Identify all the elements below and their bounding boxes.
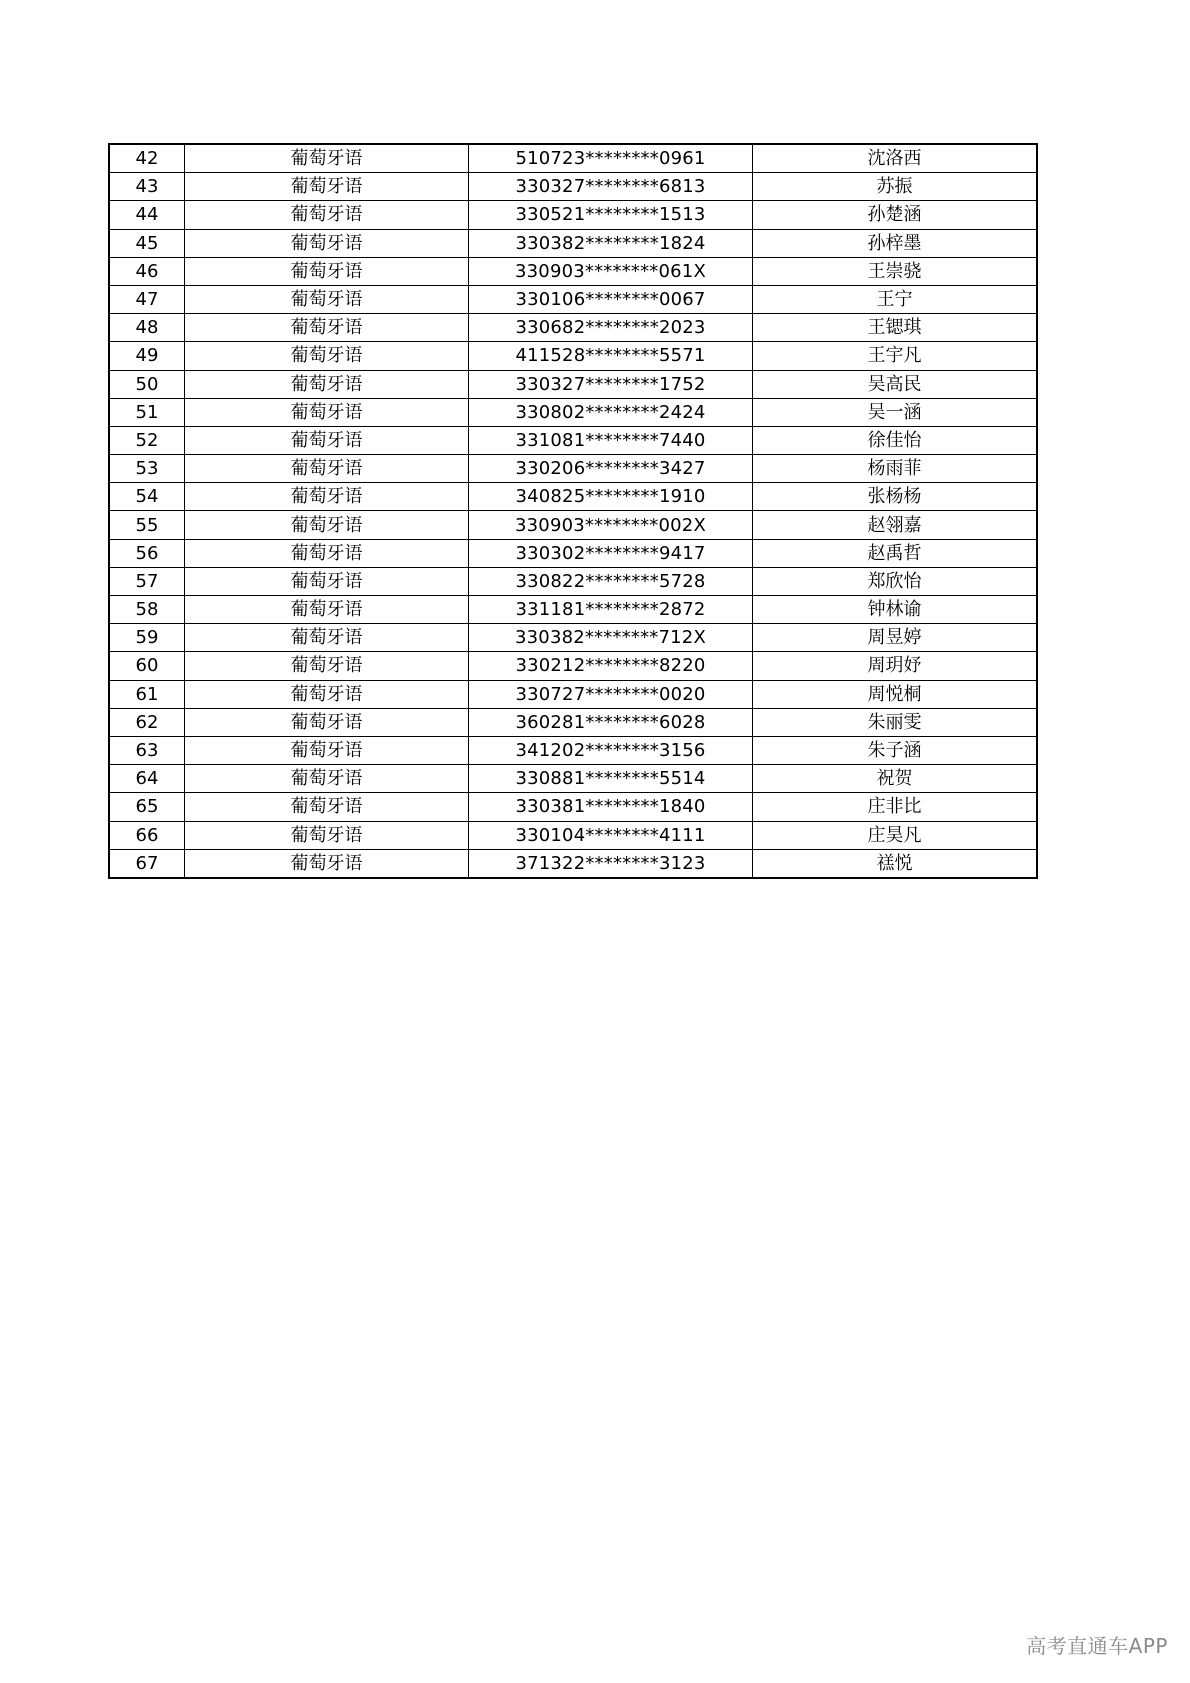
id-number-cell: 330106********0067 (469, 285, 753, 313)
table-row (109, 708, 1037, 736)
name-cell: 王崇骁 (753, 257, 1038, 285)
row-number-cell: 58 (109, 596, 185, 624)
name-cell: 庄昊凡 (753, 821, 1038, 849)
name-cell: 钟林谕 (753, 596, 1038, 624)
row-number-cell: 50 (109, 370, 185, 398)
name-cell: 吴高民 (753, 370, 1038, 398)
table-row (109, 736, 1037, 764)
language-cell: 葡萄牙语 (185, 821, 469, 849)
row-number-cell: 63 (109, 736, 185, 764)
id-number-cell: 330903********061X (469, 257, 753, 285)
language-cell: 葡萄牙语 (185, 736, 469, 764)
table-row (109, 539, 1037, 567)
name-cell: 祝贺 (753, 765, 1038, 793)
name-cell: 王锶琪 (753, 314, 1038, 342)
id-number-cell: 510723********0961 (469, 144, 753, 173)
language-cell: 葡萄牙语 (185, 708, 469, 736)
name-cell: 赵翎嘉 (753, 511, 1038, 539)
name-cell: 孙楚涵 (753, 201, 1038, 229)
name-cell: 周玥妤 (753, 652, 1038, 680)
name-cell: 朱丽雯 (753, 708, 1038, 736)
table-row (109, 765, 1037, 793)
row-number-cell: 48 (109, 314, 185, 342)
name-cell: 苏振 (753, 173, 1038, 201)
id-number-cell: 330206********3427 (469, 455, 753, 483)
table-row (109, 680, 1037, 708)
name-cell: 孙梓墨 (753, 229, 1038, 257)
language-cell: 葡萄牙语 (185, 173, 469, 201)
table-row (109, 455, 1037, 483)
id-number-cell: 331081********7440 (469, 426, 753, 454)
row-number-cell: 54 (109, 483, 185, 511)
table-row (109, 201, 1037, 229)
name-cell: 徐佳怡 (753, 426, 1038, 454)
name-cell: 王宇凡 (753, 342, 1038, 370)
row-number-cell: 53 (109, 455, 185, 483)
id-number-cell: 330881********5514 (469, 765, 753, 793)
name-cell: 吴一涵 (753, 398, 1038, 426)
language-cell: 葡萄牙语 (185, 426, 469, 454)
language-cell: 葡萄牙语 (185, 483, 469, 511)
row-number-cell: 65 (109, 793, 185, 821)
row-number-cell: 67 (109, 849, 185, 878)
table-row (109, 483, 1037, 511)
roster-table-body (109, 144, 1037, 878)
language-cell: 葡萄牙语 (185, 652, 469, 680)
id-number-cell: 330682********2023 (469, 314, 753, 342)
row-number-cell: 49 (109, 342, 185, 370)
name-cell: 沈洛西 (753, 144, 1038, 173)
id-number-cell: 330903********002X (469, 511, 753, 539)
language-cell: 葡萄牙语 (185, 596, 469, 624)
table-row (109, 426, 1037, 454)
table-row (109, 567, 1037, 595)
id-number-cell: 411528********5571 (469, 342, 753, 370)
row-number-cell: 46 (109, 257, 185, 285)
table-row (109, 652, 1037, 680)
name-cell: 杨雨菲 (753, 455, 1038, 483)
language-cell: 葡萄牙语 (185, 398, 469, 426)
id-number-cell: 360281********6028 (469, 708, 753, 736)
language-cell: 葡萄牙语 (185, 680, 469, 708)
id-number-cell: 330382********1824 (469, 229, 753, 257)
language-cell: 葡萄牙语 (185, 511, 469, 539)
id-number-cell: 330104********4111 (469, 821, 753, 849)
language-cell: 葡萄牙语 (185, 765, 469, 793)
table-row (109, 511, 1037, 539)
row-number-cell: 47 (109, 285, 185, 313)
table-row (109, 793, 1037, 821)
language-cell: 葡萄牙语 (185, 793, 469, 821)
language-cell: 葡萄牙语 (185, 285, 469, 313)
language-cell: 葡萄牙语 (185, 455, 469, 483)
table-row (109, 370, 1037, 398)
table-row (109, 342, 1037, 370)
row-number-cell: 45 (109, 229, 185, 257)
watermark: 高考直通车APP (1026, 1634, 1168, 1658)
table-row (109, 173, 1037, 201)
language-cell: 葡萄牙语 (185, 144, 469, 173)
table-row (109, 398, 1037, 426)
id-number-cell: 330327********1752 (469, 370, 753, 398)
id-number-cell: 340825********1910 (469, 483, 753, 511)
id-number-cell: 330327********6813 (469, 173, 753, 201)
row-number-cell: 55 (109, 511, 185, 539)
row-number-cell: 59 (109, 624, 185, 652)
name-cell: 周昱婷 (753, 624, 1038, 652)
name-cell: 王宁 (753, 285, 1038, 313)
table-row (109, 144, 1037, 173)
id-number-cell: 330212********8220 (469, 652, 753, 680)
row-number-cell: 44 (109, 201, 185, 229)
language-cell: 葡萄牙语 (185, 229, 469, 257)
name-cell: 张杨杨 (753, 483, 1038, 511)
table-row (109, 821, 1037, 849)
row-number-cell: 64 (109, 765, 185, 793)
id-number-cell: 330521********1513 (469, 201, 753, 229)
language-cell: 葡萄牙语 (185, 314, 469, 342)
table-row (109, 596, 1037, 624)
name-cell: 庄非比 (753, 793, 1038, 821)
row-number-cell: 43 (109, 173, 185, 201)
language-cell: 葡萄牙语 (185, 370, 469, 398)
id-number-cell: 330802********2424 (469, 398, 753, 426)
id-number-cell: 330382********712X (469, 624, 753, 652)
row-number-cell: 57 (109, 567, 185, 595)
id-number-cell: 330727********0020 (469, 680, 753, 708)
language-cell: 葡萄牙语 (185, 624, 469, 652)
name-cell: 周悦桐 (753, 680, 1038, 708)
row-number-cell: 56 (109, 539, 185, 567)
roster-table (108, 143, 1038, 879)
language-cell: 葡萄牙语 (185, 201, 469, 229)
name-cell: 赵禹哲 (753, 539, 1038, 567)
id-number-cell: 330381********1840 (469, 793, 753, 821)
name-cell: 朱子涵 (753, 736, 1038, 764)
language-cell: 葡萄牙语 (185, 849, 469, 878)
row-number-cell: 66 (109, 821, 185, 849)
name-cell: 郑欣怡 (753, 567, 1038, 595)
row-number-cell: 60 (109, 652, 185, 680)
id-number-cell: 331181********2872 (469, 596, 753, 624)
table-row (109, 257, 1037, 285)
row-number-cell: 42 (109, 144, 185, 173)
language-cell: 葡萄牙语 (185, 567, 469, 595)
language-cell: 葡萄牙语 (185, 342, 469, 370)
id-number-cell: 371322********3123 (469, 849, 753, 878)
row-number-cell: 51 (109, 398, 185, 426)
language-cell: 葡萄牙语 (185, 539, 469, 567)
table-row (109, 314, 1037, 342)
id-number-cell: 341202********3156 (469, 736, 753, 764)
row-number-cell: 52 (109, 426, 185, 454)
table-row (109, 285, 1037, 313)
table-row (109, 624, 1037, 652)
language-cell: 葡萄牙语 (185, 257, 469, 285)
table-row (109, 229, 1037, 257)
row-number-cell: 61 (109, 680, 185, 708)
row-number-cell: 62 (109, 708, 185, 736)
id-number-cell: 330822********5728 (469, 567, 753, 595)
id-number-cell: 330302********9417 (469, 539, 753, 567)
table-row (109, 849, 1037, 878)
name-cell: 禚悦 (753, 849, 1038, 878)
